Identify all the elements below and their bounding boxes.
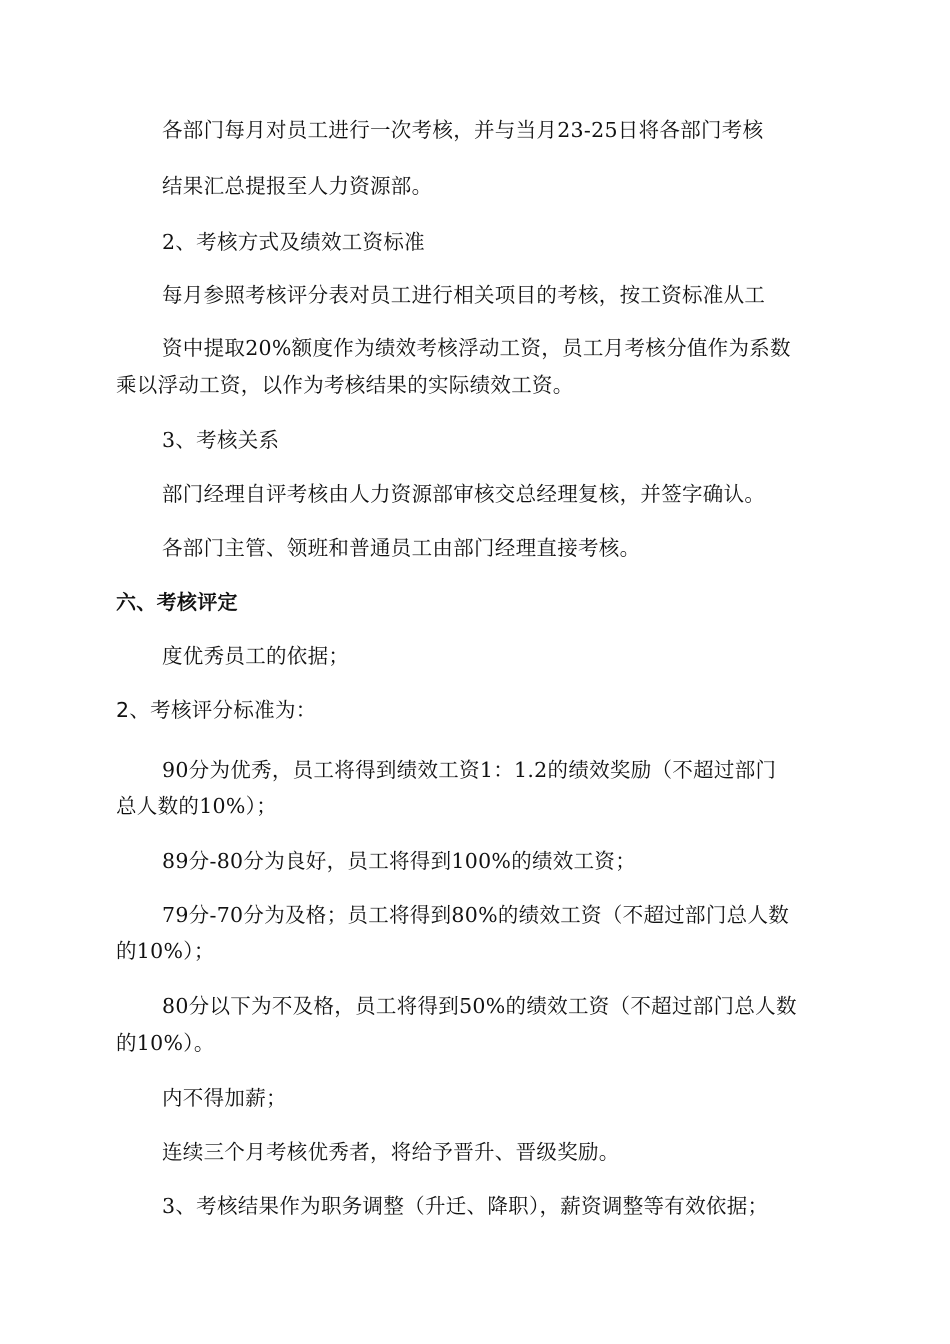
- section-subheading: 2、考核方式及绩效工资标准: [162, 230, 425, 254]
- paragraph-line: 度优秀员工的依据；: [162, 644, 350, 668]
- paragraph-line: 79分-70分为及格；员工将得到80%的绩效工资（不超过部门总人数: [162, 903, 790, 927]
- paragraph-line: 的10%）；: [116, 939, 215, 963]
- paragraph-line: 90分为优秀，员工将得到绩效工资1：1.2的绩效奖励（不超过部门: [162, 758, 777, 782]
- paragraph-line: 各部门主管、领班和普通员工由部门经理直接考核。: [162, 536, 641, 560]
- section-heading: 六、考核评定: [116, 590, 238, 614]
- paragraph-line: 部门经理自评考核由人力资源部审核交总经理复核，并签字确认。: [162, 482, 766, 506]
- paragraph-line: 80分以下为不及格，员工将得到50%的绩效工资（不超过部门总人数: [162, 994, 797, 1018]
- section-subheading: 3、考核关系: [162, 428, 280, 452]
- paragraph-line: 总人数的10%）；: [116, 794, 278, 818]
- paragraph-line: 结果汇总提报至人力资源部。: [162, 174, 433, 198]
- paragraph-line: 各部门每月对员工进行一次考核，并与当月23-25日将各部门考核: [162, 118, 764, 142]
- paragraph-line: 3、考核结果作为职务调整（升迁、降职），薪资调整等有效依据；: [162, 1194, 769, 1218]
- paragraph-line: 每月参照考核评分表对员工进行相关项目的考核，按工资标准从工: [162, 283, 766, 307]
- paragraph-line: 内不得加薪；: [162, 1086, 287, 1110]
- paragraph-line: 89分-80分为良好，员工将得到100%的绩效工资；: [162, 849, 637, 873]
- paragraph-line: 乘以浮动工资，以作为考核结果的实际绩效工资。: [116, 373, 574, 397]
- paragraph-line: 连续三个月考核优秀者，将给予晋升、晋级奖励。: [162, 1140, 620, 1164]
- paragraph-line: 的10%）。: [116, 1031, 215, 1055]
- section-subheading: 2、考核评分标准为：: [116, 698, 317, 722]
- paragraph-line: 资中提取20%额度作为绩效考核浮动工资，员工月考核分值作为系数: [162, 336, 791, 360]
